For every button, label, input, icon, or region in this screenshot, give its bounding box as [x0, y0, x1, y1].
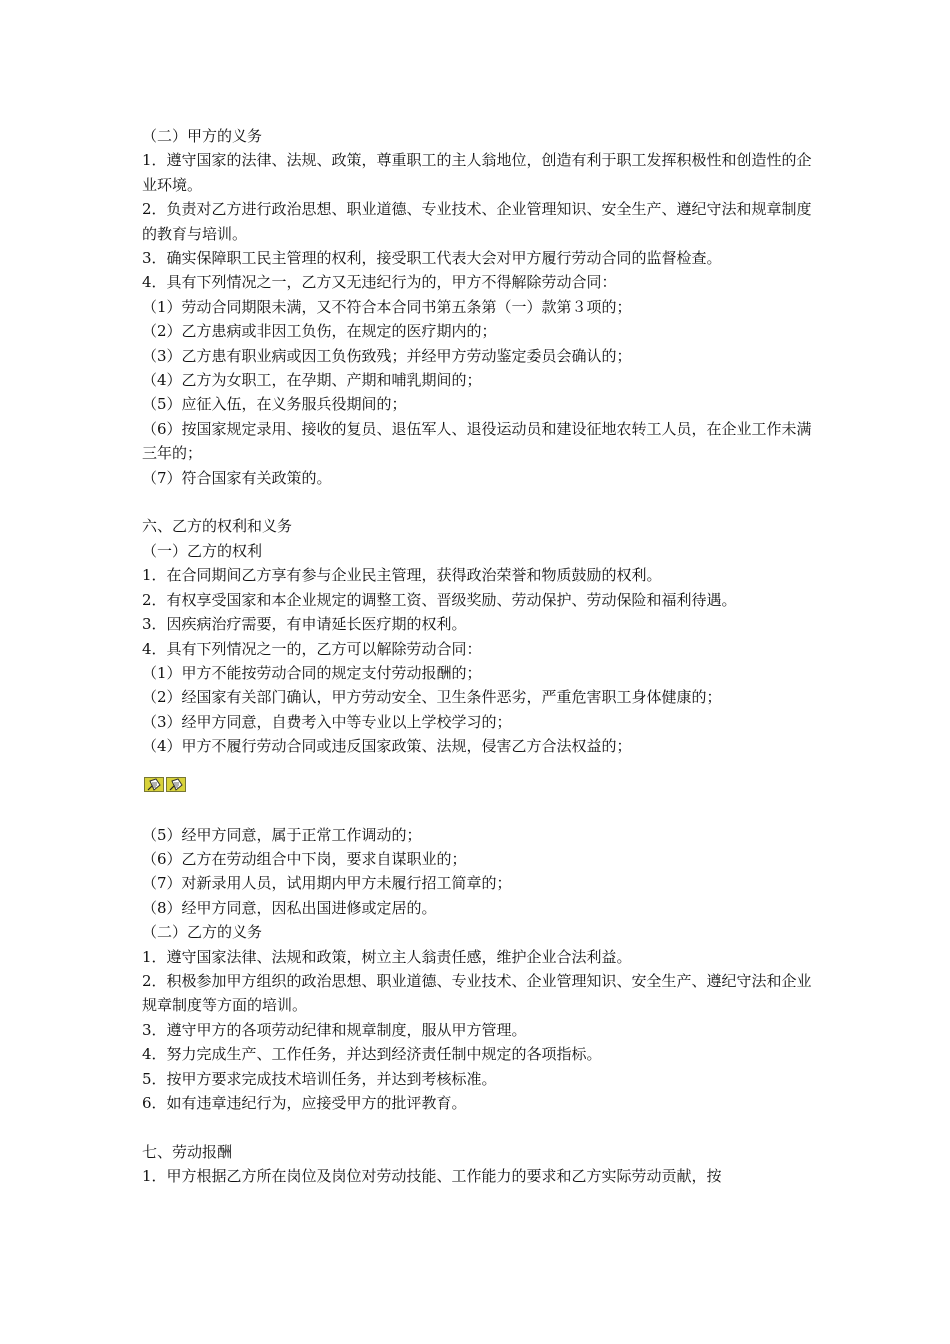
paragraph: 1．遵守国家的法律、法规、政策，尊重职工的主人翁地位，创造有利于职工发挥积极性和创造性的企业环境。: [142, 151, 812, 194]
list-item: （1）甲方不能按劳动合同的规定支付劳动报酬的；: [142, 663, 482, 682]
spacer: [142, 1115, 812, 1139]
paragraph: 1．遵守国家法律、法规和政策，树立主人翁责任感，维护企业合法利益。: [142, 947, 632, 966]
spacer: [142, 759, 812, 771]
list-item: （3）经甲方同意，自费考入中等专业以上学校学习的；: [142, 712, 512, 731]
section-heading: （二）乙方的义务: [142, 923, 263, 942]
section-heading: （二）甲方的义务: [142, 127, 263, 145]
document-link-icon[interactable]: [166, 777, 186, 792]
paragraph: 5．按甲方要求完成技术培训任务，并达到考核标准。: [142, 1069, 497, 1088]
list-item: （4）乙方为女职工，在孕期、产期和哺乳期间的；: [142, 371, 482, 390]
spacer: [142, 811, 812, 823]
list-item: （5）应征入伍，在义务服兵役期间的；: [142, 395, 407, 414]
section-a-duties: [142, 124, 812, 490]
list-item: （8）经甲方同意，因私出国进修或定居的。: [142, 898, 437, 917]
paragraph: 4．具有下列情况之一，乙方又无违纪行为的，甲方不得解除劳动合同：: [142, 273, 617, 292]
paragraph: 1．在合同期间乙方享有参与企业民主管理，获得政治荣誉和物质鼓励的权利。: [142, 566, 662, 585]
document-link-icon[interactable]: [144, 777, 164, 792]
list-item: （2）经国家有关部门确认，甲方劳动安全、卫生条件恶劣，严重危害职工身体健康的；: [142, 688, 722, 707]
paragraph: 2．负责对乙方进行政治思想、职业道德、专业技术、企业管理知识、安全生产、遵纪守法和规章制度的教育与培训。: [142, 200, 812, 243]
paragraph: 6．如有违章违纪行为，应接受甲方的批评教育。: [142, 1094, 467, 1113]
paragraph: 2．有权享受国家和本企业规定的调整工资、晋级奖励、劳动保护、劳动保险和福利待遇。: [142, 590, 737, 609]
list-item: （7）符合国家有关政策的。: [142, 468, 332, 487]
paragraph: 1．甲方根据乙方所在岗位及岗位对劳动技能、工作能力的要求和乙方实际劳动贡献，按: [142, 1167, 722, 1186]
paragraph: 3．因疾病治疗需要，有申请延长医疗期的权利。: [142, 615, 467, 634]
spacer: [142, 490, 812, 514]
section-title: 六、乙方的权利和义务: [142, 517, 293, 536]
list-item: （2）乙方患病或非因工负伤，在规定的医疗期内的；: [142, 322, 497, 341]
section-six: [142, 514, 812, 1115]
paragraph: 2．积极参加甲方组织的政治思想、职业道德、专业技术、企业管理知识、安全生产、遵纪守法和企业规章制度等方面的培训。: [142, 971, 812, 1015]
paragraph: 4．具有下列情况之一的，乙方可以解除劳动合同：: [142, 639, 482, 658]
list-item: （5）经甲方同意，属于正常工作调动的；: [142, 825, 422, 844]
list-item: （4）甲方不履行劳动合同或违反国家政策、法规，侵害乙方合法权益的；: [142, 737, 632, 756]
list-item: （7）对新录用人员，试用期内甲方未履行招工简章的；: [142, 874, 512, 893]
paragraph: 3．确实保障职工民主管理的权利，接受职工代表大会对甲方履行劳动合同的监督检查。: [142, 249, 722, 268]
document-page: [142, 124, 812, 1189]
embedded-object-row: [142, 771, 812, 811]
section-seven: [142, 1140, 812, 1189]
list-item: （1）劳动合同期限未满，又不符合本合同书第五条第（一）款第３项的；: [142, 297, 632, 316]
list-item: （3）乙方患有职业病或因工负伤致残；并经甲方劳动鉴定委员会确认的；: [142, 346, 632, 365]
paragraph: 3．遵守甲方的各项劳动纪律和规章制度，服从甲方管理。: [142, 1020, 527, 1039]
section-heading: （一）乙方的权利: [142, 541, 263, 560]
list-item: （6）乙方在劳动组合中下岗，要求自谋职业的；: [142, 849, 467, 868]
section-title: 七、劳动报酬: [142, 1142, 233, 1161]
embedded-object-icons: [144, 777, 186, 792]
list-item: （6）按国家规定录用、接收的复员、退伍军人、退役运动员和建设征地农转工人员，在企业工作未满三年的；: [142, 419, 812, 463]
paragraph: 4．努力完成生产、工作任务，并达到经济责任制中规定的各项指标。: [142, 1045, 602, 1064]
